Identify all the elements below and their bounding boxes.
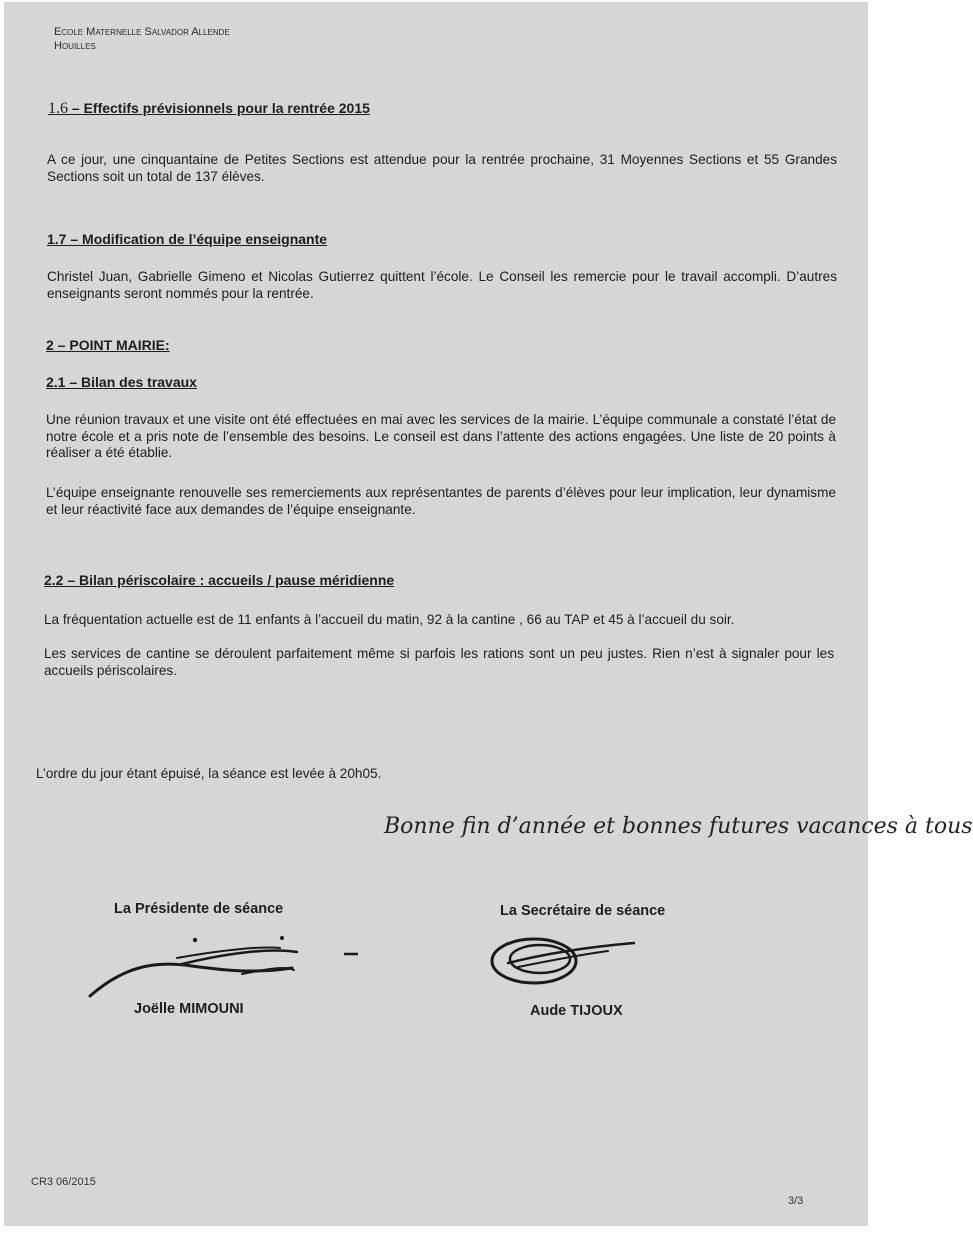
section-1-6-text: A ce jour, une cinquantaine de Petites Sections est attendue pour la rentrée prochaine, 31 Moyennes Sections et 55 Grandes Sections soit un total de 137 élèves. [47, 152, 837, 184]
closing-wish: Bonne fin d’année et bonnes futures vacances à tous [384, 814, 973, 839]
left-signatory-name: Joëlle MIMOUNI [134, 1001, 244, 1017]
section-2-1-heading: 2.1 – Bilan des travaux [46, 374, 197, 390]
page-number: 3/3 [788, 1195, 804, 1207]
document-reference: CR3 06/2015 [31, 1176, 96, 1188]
section-2-2-text-1: La fréquentation actuelle est de 11 enfants à l’accueil du matin, 92 à la cantine , 66 au TAP et 45 à l’accueil du soir. [44, 612, 735, 627]
closing-text: L’ordre du jour étant épuisé, la séance est levée à 20h05. [36, 766, 382, 781]
section-1-6-title: – Effectifs prévisionnels pour la rentrée 2015 [71, 100, 370, 116]
right-signature-title: La Secrétaire de séance [500, 903, 666, 919]
section-2-2-text-2: Les services de cantine se déroulent parfaitement même si parfois les rations sont un peu justes. Rien n’est à signaler pour les accueils périscolaires. [44, 646, 834, 678]
section-1-7-heading: 1.7 – Modification de l’équipe enseignante [47, 231, 328, 247]
school-header [54, 25, 230, 53]
section-2-1-text-1: Une réunion travaux et une visite ont été effectuées en mai avec les services de la mairie. L’équipe communale a constaté l’état de notre école et a pris note de l’ensemble des besoins. Le conseil est dans l’attente des actions engagées. Une liste de 20 points à réaliser a été établie. [46, 412, 836, 460]
school-name: Ecole Maternelle Salvador Allende [54, 26, 230, 38]
left-signature-title: La Présidente de séance [114, 901, 284, 917]
section-2-1-text-2: L’équipe enseignante renouvelle ses remerciements aux représentantes de parents d’élèves pour leur implication, leur dynamisme et leur réactivité face aux demandes de l’équipe enseignante. [46, 485, 836, 517]
section-2-2-heading: 2.2 – Bilan périscolaire : accueils / pause méridienne [44, 572, 395, 588]
section-1-6-heading [48, 100, 370, 118]
document-page [4, 2, 973, 1226]
section-1-7-text: Christel Juan, Gabrielle Gimeno et Nicolas Gutierrez quittent l’école. Le Conseil les remercie pour le travail accompli. D’autres enseignants seront nommés pour la rentrée. [47, 269, 837, 301]
right-signature-image [488, 929, 638, 989]
section-2-heading: 2 – POINT MAIRIE: [46, 337, 170, 353]
section-1-6-number: 1.6 [48, 100, 68, 117]
right-signatory-name: Aude TIJOUX [530, 1003, 623, 1019]
left-signature-image [82, 930, 372, 1000]
school-city: Houilles [54, 40, 96, 52]
